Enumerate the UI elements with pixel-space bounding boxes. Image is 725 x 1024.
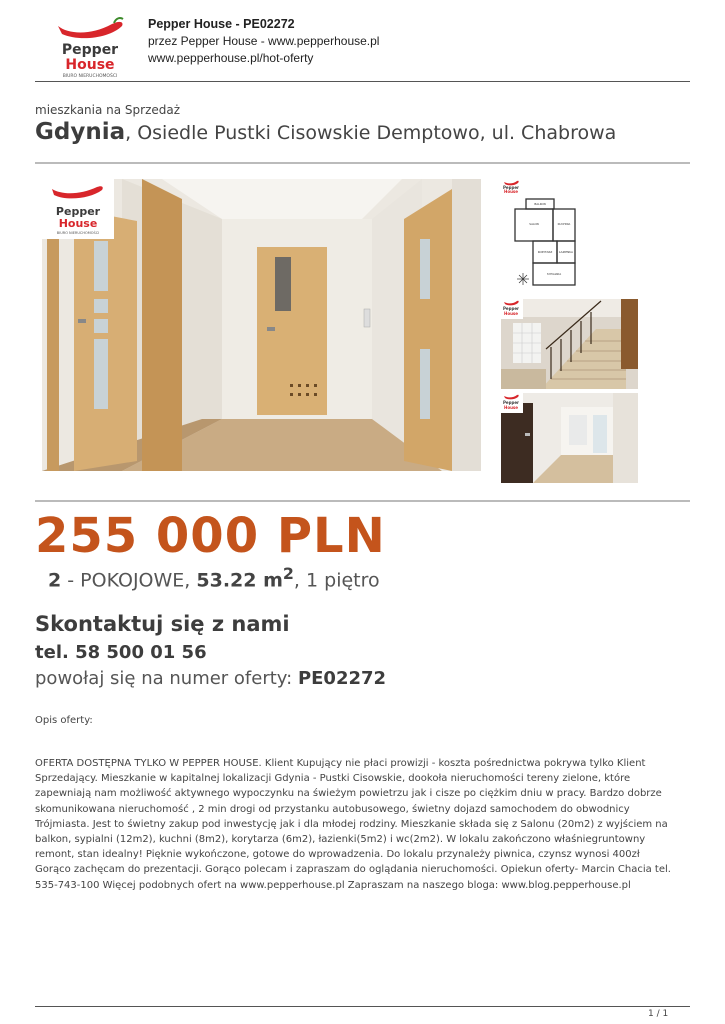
page-number: 1 / 1: [648, 1009, 669, 1019]
photo-logo-line2: House: [58, 217, 98, 230]
photo-logo-sub: BIURO NIERUCHOMOŚCI: [56, 231, 100, 235]
contact-phone[interactable]: tel. 58 500 01 56: [35, 642, 207, 663]
offer-reference: [35, 668, 386, 689]
offer-reference-number: PE02272: [297, 668, 387, 689]
logo-line1: Pepper: [61, 42, 119, 58]
plan-label-korytarz: KORYTARZ: [537, 250, 553, 254]
area: 53.22 m: [196, 569, 283, 592]
description-text: OFERTA DOSTĘPNA TYLKO W PEPPER HOUSE. Klient Kupujący nie płaci prowizji - koszta pośrednictwa pokrywa tylko Klient Sprzedający. Mieszkanie w kapitalnej lokalizacji Gdynia - Pustki Cisowskie, dookoła nieruchomości tereny zielone, które zapewniają nam możliwość aktywnego wypoczynku na świeżym powietrzu jak i cisze po ciężkim dniu w pracy. Bardzo dobrze skomunikowana nieruchomość , 2 min drogi od przystanku autobusowego, świetny dojazd samochodem do obwodnicy Trójmiasta. Jest to świetny zakup pod inwestycję jak i dla młodej rodziny. Mieszkanie składa się z Salonu (20m2) z wyjściem na balkon, sypialni (12m2), kuchni (8m2), korytarza (6m2), łazienki(5m2) i wc(2m2). W lokalu zakończono właśniegruntowny remont, stan idealny! Pięknie wykończone, gotowe do wprowadzenia. Do lokalu przynależy piwnica, czynsz wynosi 400zł Gorąco zachęcam do prezentacji. Gorąco polecam i zapraszam do oglądania nieruchomości. Opiekun oferty- Marcin Chacia tel. 535-743-100 Więcej podobnych ofert na www.pepperhouse.pl Zapraszam na naszego bloga: www.blog.pepperhouse.pl: [35, 758, 671, 891]
plan-label-salon: SALON: [529, 222, 539, 226]
plan-label-lazienka: ŁAZIENKA: [559, 250, 573, 254]
photos-divider: [35, 500, 690, 502]
photo-logo-line1: Pepper: [55, 205, 101, 218]
staircase-thumbnail[interactable]: [501, 299, 638, 389]
main-photo[interactable]: [42, 179, 481, 471]
plan-logo-line1: Pepper: [502, 185, 520, 190]
entrance-thumbnail[interactable]: [501, 393, 638, 483]
listing-title: [35, 119, 616, 145]
plan-label-balkon: BALKON: [534, 202, 546, 206]
area-unit-sup: 2: [282, 564, 294, 583]
header-info: [148, 16, 379, 67]
by-line[interactable]: przez Pepper House - www.pepperhouse.pl: [148, 34, 380, 48]
logo-sub: BIURO NIERUCHOMOŚCI: [62, 74, 118, 79]
title-divider: [35, 162, 690, 164]
offer-reference-prefix: powołaj się na numer oferty:: [35, 668, 298, 689]
floor-plan-thumbnail[interactable]: [501, 179, 638, 291]
listing-city: Gdynia: [35, 119, 126, 145]
plan-logo-line2: House: [503, 189, 519, 194]
plan-label-sypialnia: SYPIALNIA: [546, 272, 562, 276]
agency-offer: Pepper House - PE02272: [148, 17, 295, 31]
entrance-logo-line2: House: [503, 405, 519, 410]
offers-url[interactable]: www.pepperhouse.pl/hot-oferty: [148, 51, 314, 65]
contact-heading: Skontaktuj się z nami: [35, 612, 290, 636]
listing-specs: [48, 564, 380, 591]
pepper-house-logo: [50, 14, 130, 80]
rooms-label: - POKOJOWE,: [61, 569, 197, 592]
listing-category: mieszkania na Sprzedaż: [35, 103, 181, 117]
plan-label-kuchnia: KUCHNIA: [557, 222, 571, 226]
floor: , 1 piętro: [293, 569, 380, 592]
footer-divider: [35, 1006, 690, 1007]
price: 255 000 PLN: [35, 508, 386, 564]
description-label: Opis oferty:: [35, 715, 93, 726]
entrance-logo-line1: Pepper: [502, 400, 520, 405]
header-divider: [35, 81, 690, 82]
listing-address: , Osiedle Pustki Cisowskie Demptowo, ul. Chabrowa: [125, 122, 617, 144]
logo-line2: House: [65, 57, 115, 73]
stair-logo-line1: Pepper: [502, 306, 520, 311]
stair-logo-line2: House: [503, 311, 519, 316]
rooms-count: 2: [48, 569, 62, 592]
